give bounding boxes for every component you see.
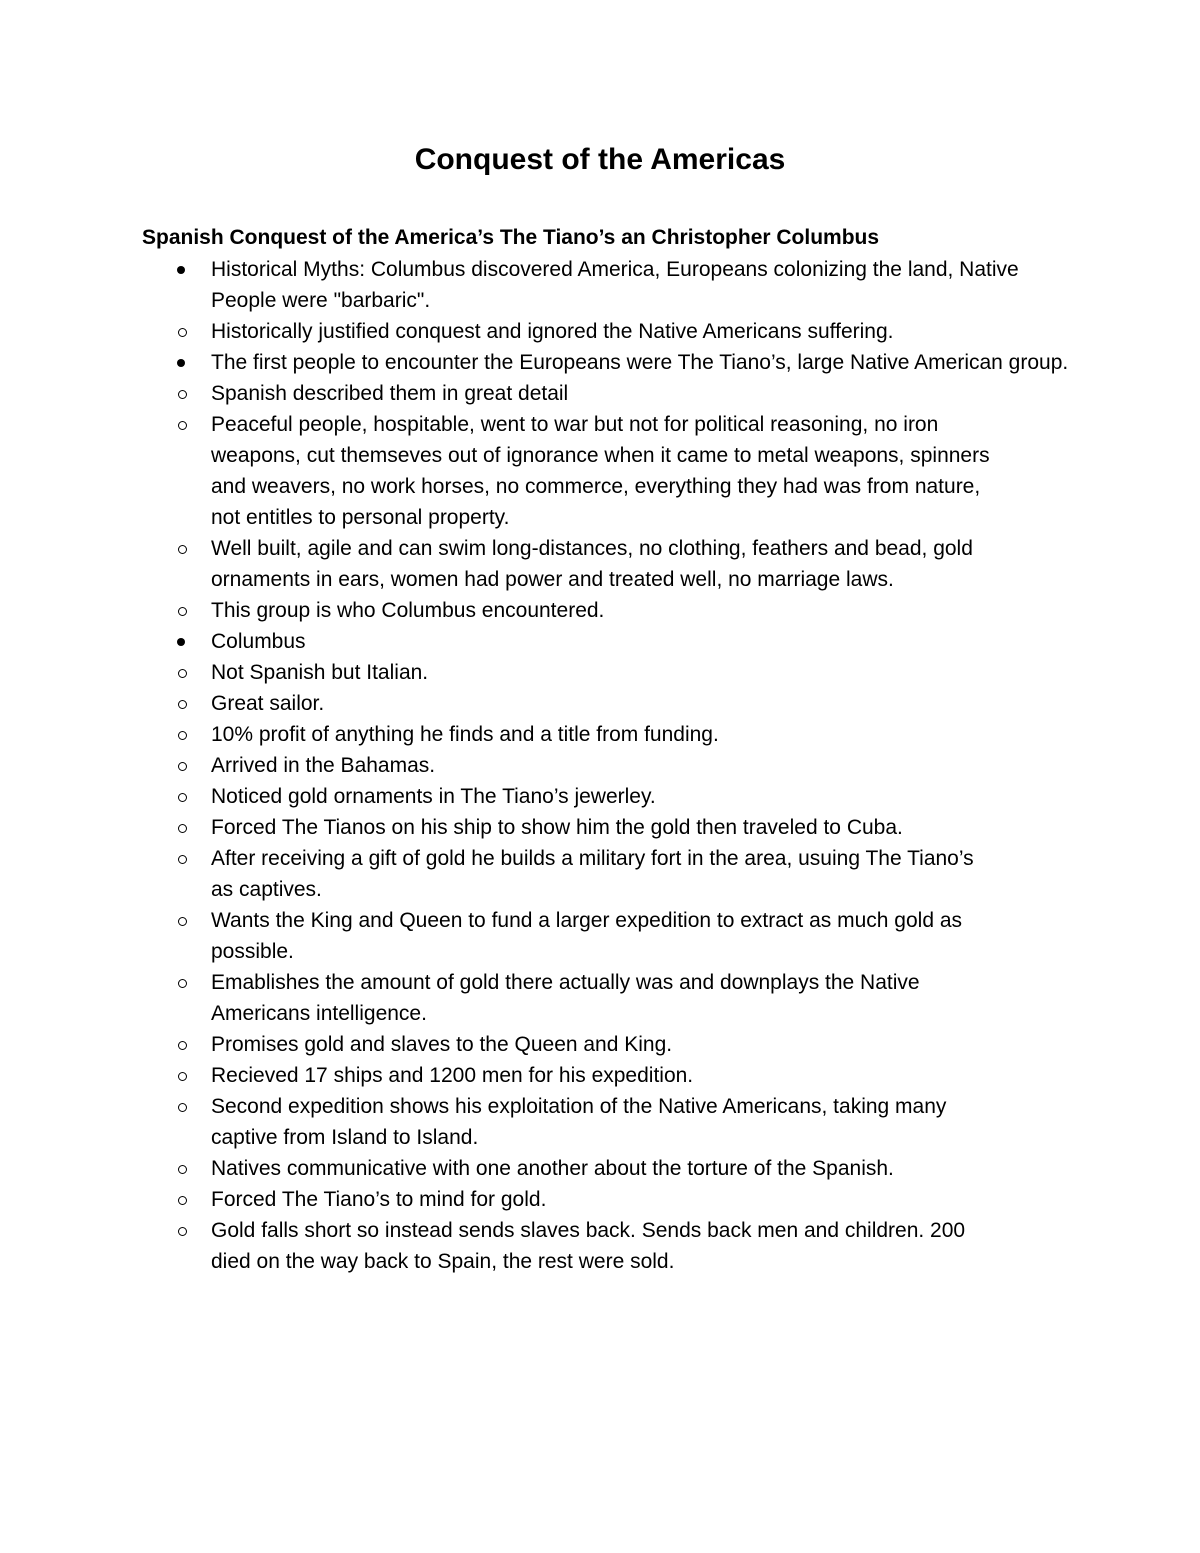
page-title: Conquest of the Americas [414, 143, 786, 176]
bullet-circle-icon [178, 793, 187, 802]
sub-bullet-list [211, 316, 1071, 347]
sub-list-item [140, 781, 1001, 812]
sub-list-item [140, 409, 1001, 533]
sub-list-item-text: Spanish described them in great detail [211, 382, 569, 405]
sub-list-item-text: Forced The Tiano’s to mind for gold. [211, 1188, 547, 1211]
sub-list-item [140, 533, 1001, 595]
bullet-circle-icon [178, 979, 187, 988]
bullet-circle-icon [178, 390, 187, 399]
bullet-circle-icon [178, 762, 187, 771]
bullet-circle-icon [178, 1103, 187, 1112]
sub-list-item-text: Not Spanish but Italian. [211, 661, 429, 684]
bullet-circle-icon [178, 824, 187, 833]
sub-list-item [140, 843, 1001, 905]
sub-list-item [140, 905, 1001, 967]
sub-list-item [140, 812, 1001, 843]
list-item [0, 626, 1071, 1277]
list-item-text: The first people to encounter the Europeans were The Tiano’s, large Native American group. [211, 351, 1069, 374]
sub-list-item-text: Natives communicative with one another about the torture of the Spanish. [211, 1157, 894, 1180]
bullet-disc-icon [177, 638, 185, 646]
sub-list-item-text: Forced The Tianos on his ship to show him the gold then traveled to Cuba. [211, 816, 903, 839]
sub-list-item-text: Well built, agile and can swim long-distances, no clothing, feathers and bead, gold ornaments in ears, women had power and treated well, no marriage laws. [211, 537, 973, 591]
document-body [0, 254, 1200, 1277]
sub-list-item [140, 1153, 1001, 1184]
bullet-circle-icon [178, 1041, 187, 1050]
sub-list-item-text: Arrived in the Bahamas. [211, 754, 436, 777]
bullet-circle-icon [178, 1072, 187, 1081]
sub-bullet-list [211, 378, 1071, 626]
bullet-circle-icon [178, 917, 187, 926]
sub-list-item-text: Peaceful people, hospitable, went to war but not for political reasoning, no iron weapons, cut themseves out of ignorance when it came to metal weapons, spinners and weavers, no work horses, no commerce, everything they had was from nature, not entitles to personal property. [211, 413, 990, 529]
sub-list-item [140, 595, 1001, 626]
sub-list-item-text: Great sailor. [211, 692, 325, 715]
bullet-circle-icon [178, 700, 187, 709]
sub-list-item [140, 1091, 1001, 1153]
sub-list-item-text: Gold falls short so instead sends slaves back. Sends back men and children. 200 died on the way back to Spain, the rest were sold. [211, 1219, 966, 1273]
sub-list-item-text: Historically justified conquest and ignored the Native Americans suffering. [211, 320, 894, 343]
bullet-circle-icon [178, 1227, 187, 1236]
sub-list-item [140, 688, 1001, 719]
sub-list-item-text: Wants the King and Queen to fund a larger expedition to extract as much gold as possible. [211, 909, 963, 963]
sub-list-item-text: Emablishes the amount of gold there actually was and downplays the Native Americans intelligence. [211, 971, 920, 1025]
bullet-circle-icon [178, 607, 187, 616]
sub-list-item-text: After receiving a gift of gold he builds a military fort in the area, usuing The Tiano’s as captives. [211, 847, 974, 901]
sub-list-item [140, 967, 1001, 1029]
list-item-text: Columbus [211, 630, 306, 653]
sub-list-item-text: Noticed gold ornaments in The Tiano’s jewerley. [211, 785, 656, 808]
sub-list-item [140, 1184, 1001, 1215]
bullet-circle-icon [178, 545, 187, 554]
sub-list-item [140, 750, 1001, 781]
sub-list-item-text: Promises gold and slaves to the Queen and King. [211, 1033, 673, 1056]
bullet-circle-icon [178, 1165, 187, 1174]
bullet-circle-icon [178, 328, 187, 337]
bullet-circle-icon [178, 855, 187, 864]
bullet-circle-icon [178, 421, 187, 430]
bullet-disc-icon [177, 266, 185, 274]
sub-list-item [140, 378, 1001, 409]
sub-list-item-text: Second expedition shows his exploitation of the Native Americans, taking many captive from Island to Island. [211, 1095, 947, 1149]
sub-list-item [140, 1215, 1001, 1277]
sub-list-item-text: 10% profit of anything he finds and a title from funding. [211, 723, 719, 746]
list-item [0, 254, 1071, 347]
bullet-circle-icon [178, 1196, 187, 1205]
sub-list-item-text: This group is who Columbus encountered. [211, 599, 605, 622]
bullet-disc-icon [177, 359, 185, 367]
bullet-circle-icon [178, 731, 187, 740]
bullet-circle-icon [178, 669, 187, 678]
section-heading: Spanish Conquest of the America’s The Tiano’s an Christopher Columbus [142, 226, 880, 249]
sub-bullet-list [211, 657, 1071, 1277]
sub-list-item [140, 1029, 1001, 1060]
sub-list-item [140, 1060, 1001, 1091]
sub-list-item [140, 719, 1001, 750]
list-item [0, 347, 1071, 626]
list-item-text: Historical Myths: Columbus discovered America, Europeans colonizing the land, Native People were "barbaric". [211, 258, 1019, 312]
sub-list-item [140, 316, 1001, 347]
bullet-list [0, 254, 1200, 1277]
sub-list-item-text: Recieved 17 ships and 1200 men for his expedition. [211, 1064, 694, 1087]
sub-list-item [140, 657, 1001, 688]
